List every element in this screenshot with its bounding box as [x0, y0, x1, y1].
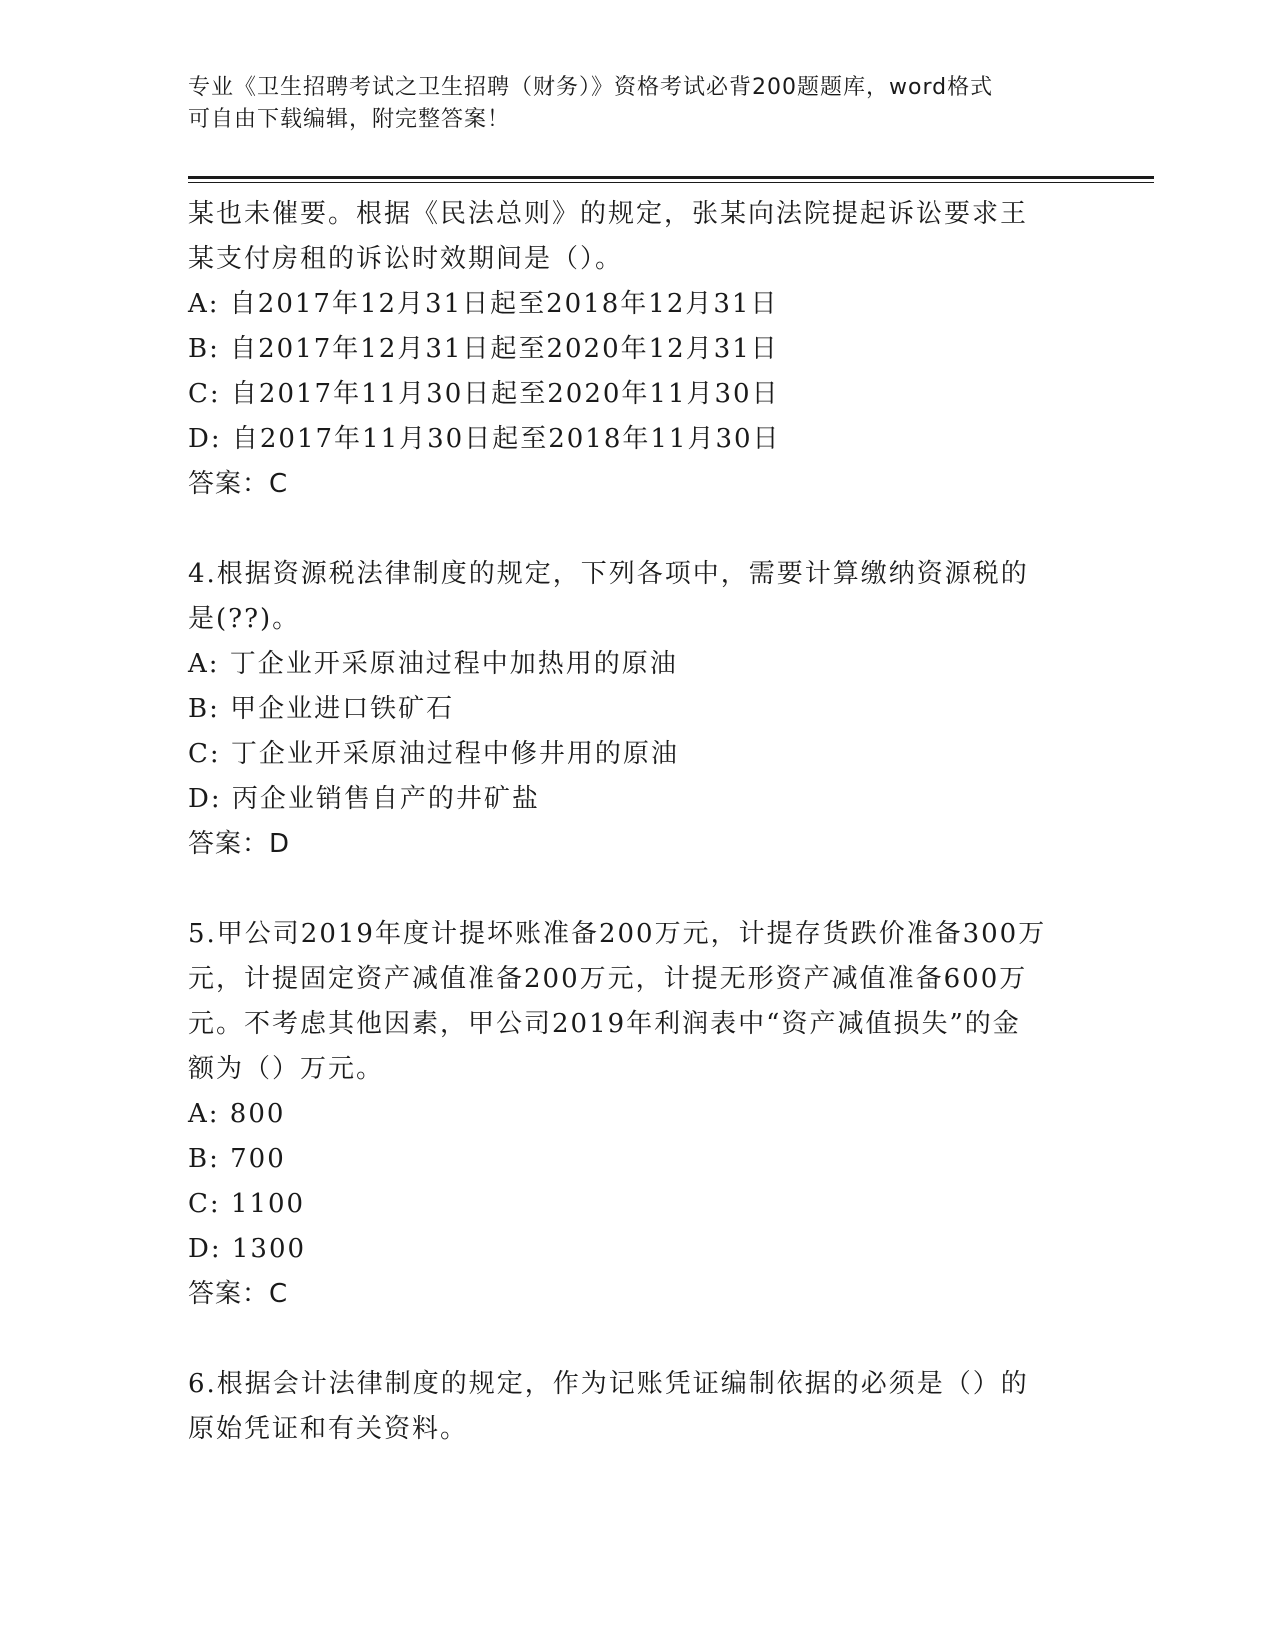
question-stem: 4.根据资源税法律制度的规定，下列各项中，需要计算缴纳资源税的 [188, 559, 1029, 589]
option-a: A: 丁企业开采原油过程中加热用的原油 [188, 649, 678, 679]
question-stem: 6.根据会计法律制度的规定，作为记账凭证编制依据的必须是（）的 [188, 1369, 1029, 1399]
spacer [188, 507, 1088, 552]
option-c: C: 丁企业开采原油过程中修井用的原油 [188, 739, 679, 769]
header-divider-thick [188, 176, 1154, 179]
question-stem: 原始凭证和有关资料。 [188, 1414, 469, 1444]
question-4 [188, 552, 1088, 867]
header-divider-thin [188, 182, 1154, 183]
question-stem: 5.甲公司2019年度计提坏账准备200万元，计提存货跌价准备300万 [188, 919, 1047, 949]
question-stem: 某支付房租的诉讼时效期间是（）。 [188, 244, 624, 274]
question-5 [188, 912, 1088, 1317]
option-d: D: 1300 [188, 1234, 307, 1264]
question-stem: 元。不考虑其他因素，甲公司2019年利润表中“资产减值损失”的金 [188, 1009, 1021, 1039]
question-3 [188, 192, 1088, 507]
option-d: D: 丙企业销售自产的井矿盐 [188, 784, 540, 814]
question-6 [188, 1362, 1088, 1452]
option-b: B: 自2017年12月31日起至2020年12月31日 [188, 334, 779, 364]
document-body [188, 192, 1088, 1452]
option-a: A: 自2017年12月31日起至2018年12月31日 [188, 289, 779, 319]
header-title-line-2: 可自由下载编辑，附完整答案！ [188, 107, 511, 132]
question-stem: 元，计提固定资产减值准备200万元，计提无形资产减值准备600万 [188, 964, 1028, 994]
question-stem: 额为（）万元。 [188, 1054, 385, 1084]
header-title-line-1: 专业《卫生招聘考试之卫生招聘（财务）》资格考试必背200题题库，word格式 [188, 75, 994, 100]
option-d: D: 自2017年11月30日起至2018年11月30日 [188, 424, 781, 454]
option-b: B: 甲企业进口铁矿石 [188, 694, 455, 724]
answer-line: 答案：C [188, 1279, 289, 1309]
option-c: C: 1100 [188, 1189, 306, 1219]
question-stem: 某也未催要。根据《民法总则》的规定，张某向法院提起诉讼要求王 [188, 199, 1029, 229]
answer-line: 答案：D [188, 829, 291, 859]
spacer [188, 867, 1088, 912]
document-header [188, 72, 1068, 136]
spacer [188, 1317, 1088, 1362]
answer-line: 答案：C [188, 469, 289, 499]
option-a: A: 800 [188, 1099, 286, 1129]
question-stem: 是(??)。 [188, 604, 301, 634]
option-b: B: 700 [188, 1144, 286, 1174]
option-c: C: 自2017年11月30日起至2020年11月30日 [188, 379, 780, 409]
